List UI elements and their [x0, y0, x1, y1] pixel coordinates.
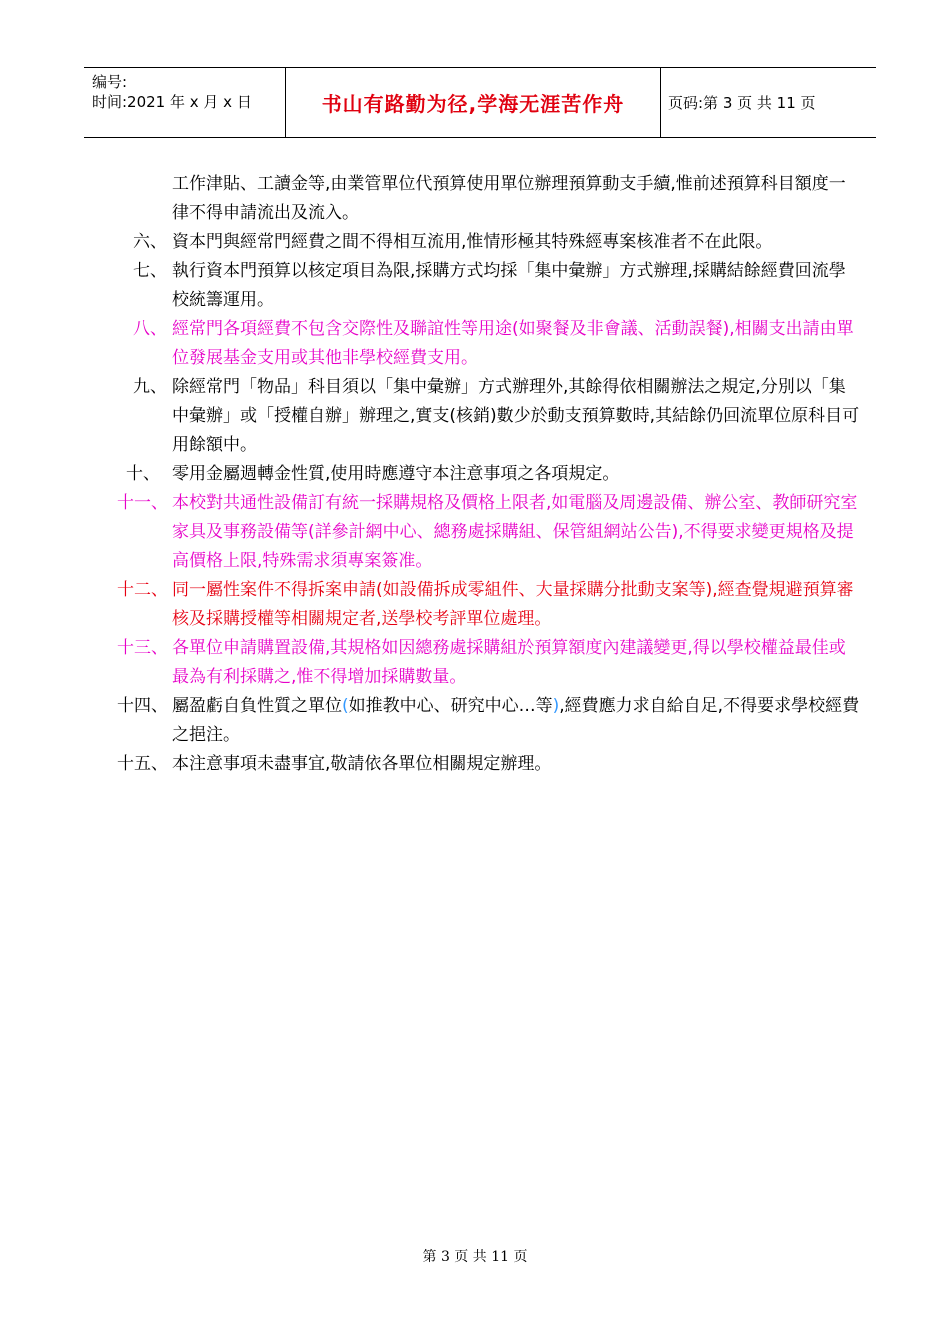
item-text: 資本門與經常門經費之間不得相互流用,惟情形極其特殊經專案核准者不在此限。	[172, 232, 773, 252]
item-text: 零用金屬週轉金性質,使用時應遵守本注意事項之各項規定。	[172, 464, 620, 484]
item-number: 十三、	[117, 638, 168, 658]
item-text-post: ,經費應力求自給自足,不得要求學校經費之挹注。	[172, 696, 860, 745]
list-item	[0, 634, 950, 692]
item-text: 本注意事項未盡事宜,敬請依各單位相關規定辦理。	[172, 754, 552, 774]
header-meta	[92, 72, 288, 112]
paren-open: (	[342, 696, 349, 716]
list-item	[0, 170, 950, 228]
list-item	[0, 315, 950, 373]
list-item	[0, 576, 950, 634]
list-item	[0, 489, 950, 576]
item-text	[172, 692, 862, 750]
item-text: 同一屬性案件不得拆案申請(如設備拆成零組件、大量採購分批動支案等),經查覺規避預算審核及採購授權等相關規定者,送學校考評單位處理。	[172, 580, 854, 629]
paren-close: )	[552, 696, 560, 716]
list-item	[0, 373, 950, 460]
item-text: 工作津貼、工讀金等,由業管單位代預算使用單位辦理預算動支手續,惟前述預算科目額度一律不得申請流出及流入。	[172, 174, 846, 223]
item-text-pre: 屬盈虧自負性質之單位	[172, 696, 342, 716]
item-text: 各單位申請購置設備,其規格如因總務處採購組於預算額度內建議變更,得以學校權益最佳或最為有利採購之,惟不得增加採購數量。	[172, 638, 846, 687]
item-number: 十四、	[117, 696, 168, 716]
item-number: 十、	[126, 464, 160, 484]
item-number: 八、	[133, 319, 167, 339]
item-number: 十五、	[117, 754, 168, 774]
item-text: 經常門各項經費不包含交際性及聯誼性等用途(如聚餐及非會議、活動誤餐),相關支出請由單位發展基金支用或其他非學校經費支用。	[172, 319, 854, 368]
page-header	[84, 67, 876, 138]
document-time-label: 时间:2021 年 x 月 x 日	[92, 93, 252, 111]
list-item	[0, 750, 950, 779]
item-text-mid: 如推教中心、研究中心…等	[348, 696, 553, 716]
item-text: 執行資本門預算以核定項目為限,採購方式均採「集中彙辦」方式辦理,採購結餘經費回流學校統籌運用。	[172, 261, 846, 310]
item-text: 除經常門「物品」科目須以「集中彙辦」方式辦理外,其餘得依相關辦法之規定,分別以「集中彙辦」或「授權自辦」辦理之,實支(核銷)數少於動支預算數時,其結餘仍回流單位原科目可用餘額中。	[172, 377, 860, 455]
item-number: 六、	[133, 232, 167, 252]
item-text: 本校對共通性設備訂有統一採購規格及價格上限者,如電腦及周邊設備、辦公室、教師研究室家具及事務設備等(詳參計網中心、總務處採購組、保管組網站公告),不得要求變更規格及提高價格上限,特殊需求須專案簽准。	[172, 493, 858, 571]
item-number: 十一、	[117, 493, 168, 513]
document-body	[0, 170, 950, 779]
header-motto: 书山有路勤为径,学海无涯苦作舟	[285, 68, 661, 137]
list-item	[0, 228, 950, 257]
item-number: 十二、	[117, 580, 168, 600]
item-number: 九、	[133, 377, 167, 397]
document-number-label: 编号:	[92, 73, 128, 91]
list-item	[0, 460, 950, 489]
item-number: 七、	[133, 261, 167, 281]
list-item	[0, 692, 950, 750]
list-item	[0, 257, 950, 315]
page-footer: 第 3 页 共 11 页	[422, 1249, 528, 1265]
header-page-label: 页码:第 3 页 共 11 页	[668, 94, 816, 112]
